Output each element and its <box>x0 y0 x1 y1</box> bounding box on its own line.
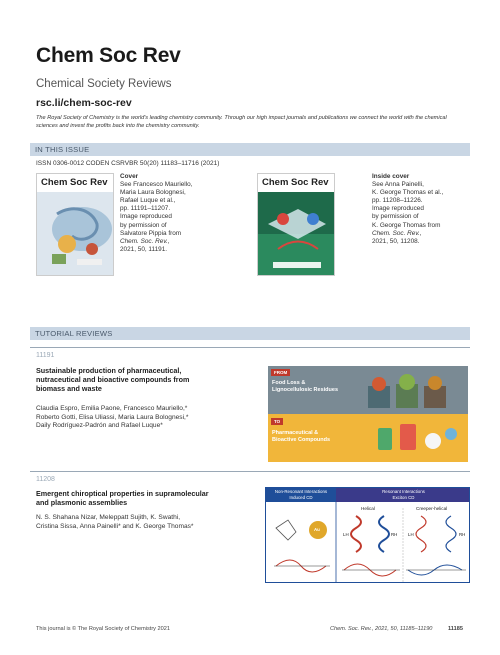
rh-label-creeper: RH <box>459 532 466 537</box>
article-title-line: biomass and waste <box>36 384 102 394</box>
publisher-blurb: The Royal Society of Chemistry is the world's leading chemistry community. Through our high impact journals and publications we connect the world with the chemical sciences and invest the profits back into the chemistry community. <box>36 115 447 129</box>
creeper-helical-label: Creeper-helical <box>416 506 448 511</box>
gold-label: Au <box>314 527 320 532</box>
article-authors <box>36 405 276 431</box>
cover-caption-line: pp. 11191–11207. <box>120 205 171 213</box>
article-page-number: 11208 <box>36 476 55 483</box>
cover-caption-line: Image reproduced <box>120 213 172 221</box>
in-this-issue-bar <box>30 143 470 156</box>
resonant-label-line: Resonant Interactions <box>382 489 425 494</box>
cover-caption-line: 2021, 50, 11191. <box>120 245 168 253</box>
footer-copyright: This journal is © The Royal Society of Chemistry 2021 <box>36 626 170 632</box>
author-line: Cristina Sissa, Anna Painelli* and K. George Thomas* <box>36 522 194 530</box>
lh-label-creeper: LH <box>408 532 414 537</box>
article-page-number: 11191 <box>36 352 55 359</box>
nonresonant-label-line: Non-Resonant Interactions <box>274 489 328 494</box>
cover-caption-line: Maria Laura Bolognesi, <box>120 189 186 197</box>
chiroptical-graphic-art <box>266 488 470 583</box>
pharma-label-line: Bioactive Compounds <box>272 437 331 443</box>
inside-cover-thumbnail[interactable] <box>257 173 335 276</box>
author-line: N. S. Shahana Nizar, Meleppatt Sujith, K. Swathi, <box>36 514 181 521</box>
cover-heading: Cover <box>120 173 139 180</box>
cover-caption-line: Rafael Luque et al., <box>120 197 176 205</box>
tutorial-reviews-bar <box>30 327 470 340</box>
article-title-line: and plasmonic assemblies <box>36 498 128 508</box>
article-title-line: Sustainable production of pharmaceutical, <box>36 366 182 375</box>
inside-cover-caption <box>372 173 472 246</box>
author-line: Roberto Gotti, Elisa Uliassi, Maria Laura Bolognesi,* <box>36 413 189 421</box>
toc-graphic-biomass[interactable] <box>268 366 468 462</box>
article-title[interactable] <box>36 366 276 394</box>
inside-cover-caption-line: Chem. Soc. Rev., <box>372 229 422 237</box>
author-line: Claudia Espro, Emilia Paone, Francesco Mauriello,* <box>36 405 188 412</box>
to-badge: TO <box>271 418 283 425</box>
article-divider <box>30 347 470 348</box>
journal-subtitle: Chemical Society Reviews <box>36 78 172 90</box>
cover-caption <box>120 173 220 254</box>
article-divider <box>30 471 470 472</box>
cover-thumbnail[interactable] <box>36 173 114 276</box>
pharma-label-line: Pharmaceutical & <box>272 430 319 436</box>
lh-label: LH <box>343 532 349 537</box>
cover-caption-line: by permission of <box>120 221 167 229</box>
author-line: Daily Rodríguez-Padrón and Rafael Luque* <box>36 422 163 430</box>
inside-cover-heading: Inside cover <box>372 173 410 180</box>
pharma-label <box>272 430 330 444</box>
article-title[interactable] <box>36 489 276 507</box>
inside-cover-caption-line: K. George Thomas from <box>372 221 441 229</box>
food-loss-label-line: Food Loss & <box>272 380 306 386</box>
inside-cover-thumb-title: Chem Soc Rev <box>262 177 329 188</box>
article-authors <box>36 514 276 531</box>
journal-title: Chem Soc Rev <box>36 44 181 67</box>
article-title-line: nutraceutical and bioactive compounds from <box>36 375 190 385</box>
inside-cover-caption-line: K. George Thomas et al., <box>372 189 444 197</box>
nonresonant-label-line: Induced CD <box>289 495 313 500</box>
food-loss-label <box>272 380 338 394</box>
footer-citation: Chem. Soc. Rev., 2021, 50, 11185–11190 <box>330 626 433 632</box>
food-loss-label-line: Lignocellulosic Residues <box>272 387 339 393</box>
inside-cover-caption-line: See Anna Painelli, <box>372 181 424 189</box>
issn-line: ISSN 0306-0012 CODEN CSRVBR 50(20) 11183–11716 (2021) <box>36 160 220 167</box>
cover-thumb-title: Chem Soc Rev <box>41 177 108 188</box>
resonant-label-line: Exciton CD <box>392 495 415 500</box>
toc-graphic-chiroptical[interactable] <box>265 487 470 583</box>
article-title-line: Emergent chiroptical properties in supramolecular <box>36 489 209 498</box>
cover-caption-line: See Francesco Mauriello, <box>120 181 193 189</box>
rh-label: RH <box>391 532 398 537</box>
tutorial-reviews-label: TUTORIAL REVIEWS <box>35 329 113 338</box>
journal-url[interactable]: rsc.li/chem-soc-rev <box>36 97 132 109</box>
cover-caption-line: Chem. Soc. Rev., <box>120 237 170 245</box>
in-this-issue-label: IN THIS ISSUE <box>35 145 90 154</box>
inside-cover-caption-line: Image reproduced <box>372 205 424 213</box>
cover-caption-line: Salvatore Pippia from <box>120 229 182 237</box>
inside-cover-caption-line: by permission of <box>372 213 419 221</box>
inside-cover-caption-line: 2021, 50, 11208. <box>372 237 420 245</box>
helical-label: Helical <box>361 506 375 511</box>
from-badge: FROM <box>271 369 290 376</box>
inside-cover-caption-line: pp. 11208–11226. <box>372 197 423 205</box>
footer-page-number: 11185 <box>448 626 463 632</box>
